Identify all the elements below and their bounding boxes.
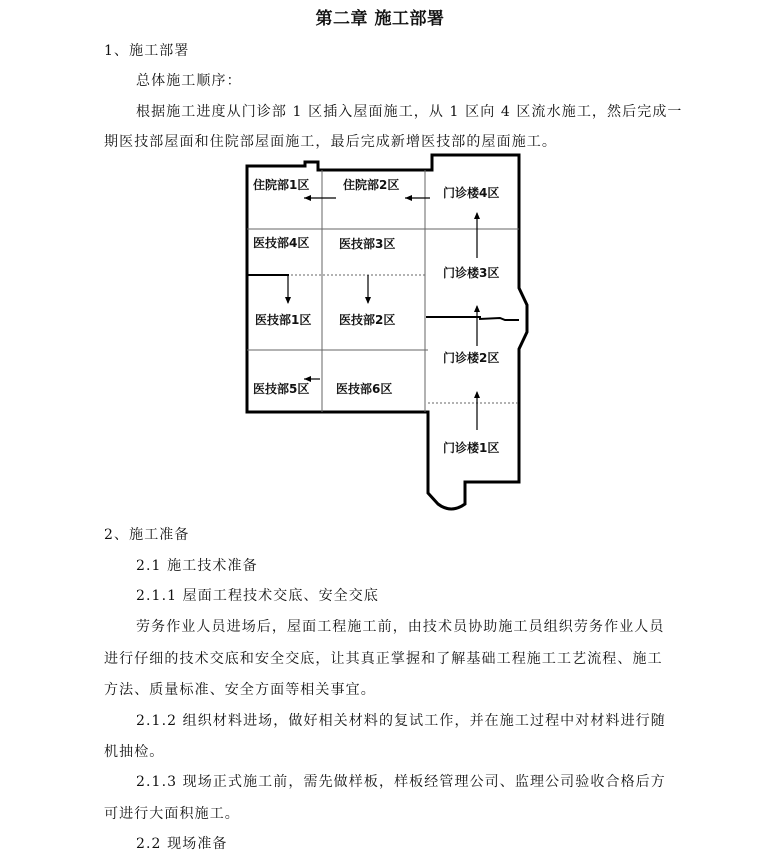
zone-label-medtech-5: 医技部5区 xyxy=(253,382,310,396)
construction-zone-plan xyxy=(240,153,540,513)
section1-para-line2: 期医技部屋面和住院部屋面施工，最后完成新增医技部的屋面施工。 xyxy=(104,134,557,150)
para1-line1: 劳务作业人员进场后，屋面工程施工前，由技术员协助施工员组织劳务作业人员 xyxy=(136,619,665,635)
zone-label-medtech-4: 医技部4区 xyxy=(253,236,310,250)
para2-line1: 2.1.2 组织材料进场，做好相关材料的复试工作，并在施工过程中对材料进行随 xyxy=(136,713,666,729)
chapter-title: 第二章 施工部署 xyxy=(315,9,445,29)
section2-1-1-heading: 2.1.1 屋面工程技术交底、安全交底 xyxy=(136,588,379,604)
zone-label-outpatient-3: 门诊楼3区 xyxy=(443,266,500,280)
para1-line2: 进行仔细的技术交底和安全交底，让其真正掌握和了解基础工程施工工艺流程、施工 xyxy=(104,651,663,667)
zone-label-inpatient-1: 住院部1区 xyxy=(253,178,310,192)
section1-para-line1: 根据施工进度从门诊部 1 区插入屋面施工，从 1 区向 4 区流水施工，然后完成一 xyxy=(136,104,683,120)
building-outline xyxy=(247,155,527,509)
section2-heading: 2、施工准备 xyxy=(104,527,190,543)
zone-label-medtech-2: 医技部2区 xyxy=(339,313,396,327)
section1-subheading: 总体施工顺序： xyxy=(136,73,242,89)
zone-label-medtech-3: 医技部3区 xyxy=(339,237,396,251)
zone-label-inpatient-2: 住院部2区 xyxy=(343,178,400,192)
section2-1-heading: 2.1 施工技术准备 xyxy=(136,558,258,574)
zone-label-medtech-1: 医技部1区 xyxy=(255,313,312,327)
zone-label-medtech-6: 医技部6区 xyxy=(336,382,393,396)
section2-2-heading: 2.2 现场准备 xyxy=(136,836,228,852)
para1-line3: 方法、质量标准、安全方面等相关事宜。 xyxy=(104,682,376,698)
para3-line1: 2.1.3 现场正式施工前，需先做样板，样板经管理公司、监理公司验收合格后方 xyxy=(136,774,666,790)
para3-line2: 可进行大面积施工。 xyxy=(104,806,240,822)
zone-label-outpatient-4: 门诊楼4区 xyxy=(443,186,500,200)
zone-label-outpatient-1: 门诊楼1区 xyxy=(443,441,500,455)
section1-heading: 1、施工部署 xyxy=(104,43,190,59)
para2-line2: 机抽检。 xyxy=(104,744,165,760)
zone-label-outpatient-2: 门诊楼2区 xyxy=(443,351,500,365)
